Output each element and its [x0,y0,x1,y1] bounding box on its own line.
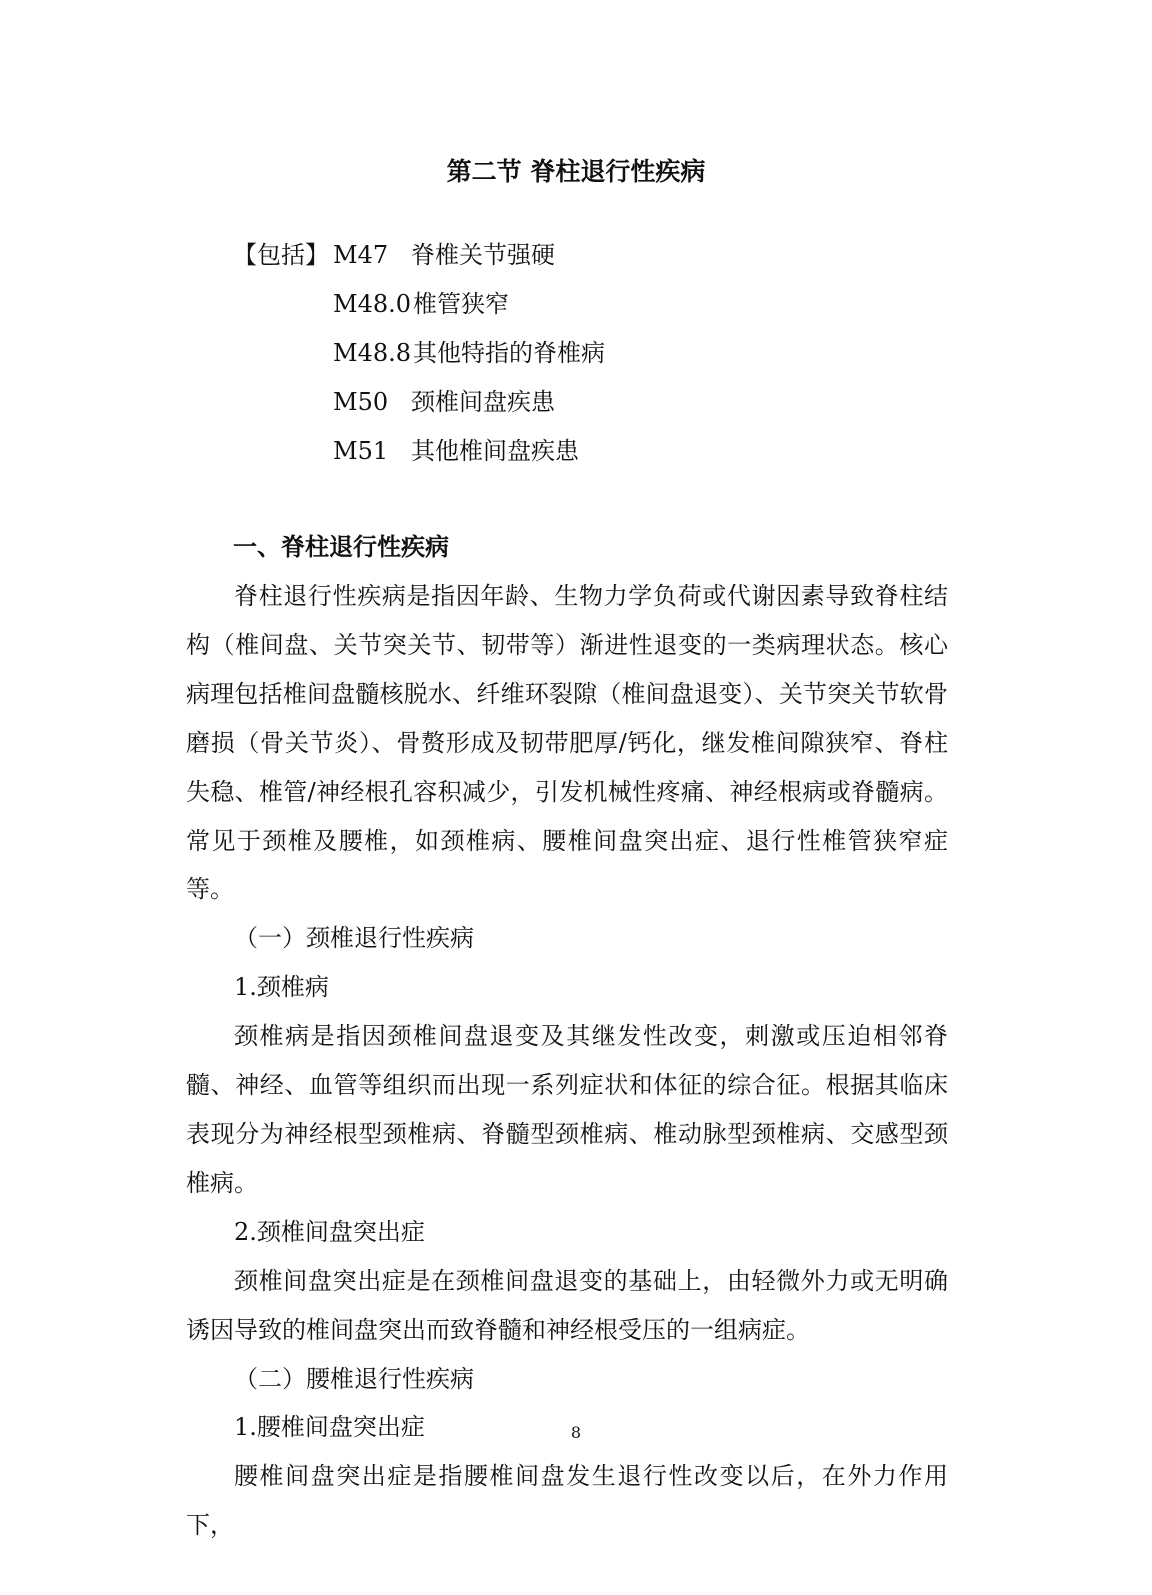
diagnosis-name: 其他椎间盘疾患 [411,437,579,465]
diagnosis-name: 颈椎间盘疾患 [411,388,555,416]
include-row [233,427,605,476]
page-title: 第二节 脊柱退行性疾病 [446,157,706,186]
subsection-heading: （一）颈椎退行性疾病 [234,924,474,953]
diagnosis-name: 椎管狭窄 [413,290,509,318]
item-paragraph: 颈椎病是指因颈椎间盘退变及其继发性改变，刺激或压迫相邻脊髓、神经、血管等组织而出现一系列症状和体征的综合征。根据其临床表现分为神经根型颈椎病、脊髓型颈椎病、椎动脉型颈椎病、交感型颈椎病。 [186,1022,948,1197]
include-row [233,329,605,378]
include-row [233,280,605,329]
subsection-heading: （二）腰椎退行性疾病 [234,1364,474,1393]
diagnosis-code: M48.0 [333,290,412,318]
include-list [233,231,605,476]
include-row [233,231,605,280]
diagnosis-code: M47 [333,241,389,269]
include-label: 【包括】 [233,241,329,269]
diagnosis-name: 其他特指的脊椎病 [413,339,605,367]
item-title: 1.腰椎间盘突出症 [234,1413,425,1442]
body-text [186,572,948,1550]
diagnosis-name: 脊椎关节强硬 [411,241,555,269]
page-number: 8 [570,1423,582,1442]
diagnosis-code: M48.8 [333,339,412,367]
item-paragraph: 腰椎间盘突出症是指腰椎间盘发生退行性改变以后，在外力作用下， [186,1462,948,1540]
intro-paragraph: 脊柱退行性疾病是指因年龄、生物力学负荷或代谢因素导致脊柱结构（椎间盘、关节突关节、韧带等）渐进性退变的一类病理状态。核心病理包括椎间盘髓核脱水、纤维环裂隙（椎间盘退变）、关节突关节软骨磨损（骨关节炎）、骨赘形成及韧带肥厚/钙化，继发椎间隙狭窄、脊柱失稳、椎管/神经根孔容积减少，引发机械性疼痛、神经根病或脊髓病。常见于颈椎及腰椎，如颈椎病、腰椎间盘突出症、退行性椎管狭窄症等。 [186,582,948,904]
diagnosis-code: M50 [333,388,389,416]
item-paragraph: 颈椎间盘突出症是在颈椎间盘退变的基础上，由轻微外力或无明确诱因导致的椎间盘突出而致脊髓和神经根受压的一组病症。 [186,1266,948,1344]
diagnosis-code: M51 [333,437,389,465]
item-title: 2.颈椎间盘突出症 [234,1217,425,1246]
section-heading: 一、脊柱退行性疾病 [233,533,449,561]
item-title: 1.颈椎病 [234,973,329,1002]
include-row [233,378,605,427]
